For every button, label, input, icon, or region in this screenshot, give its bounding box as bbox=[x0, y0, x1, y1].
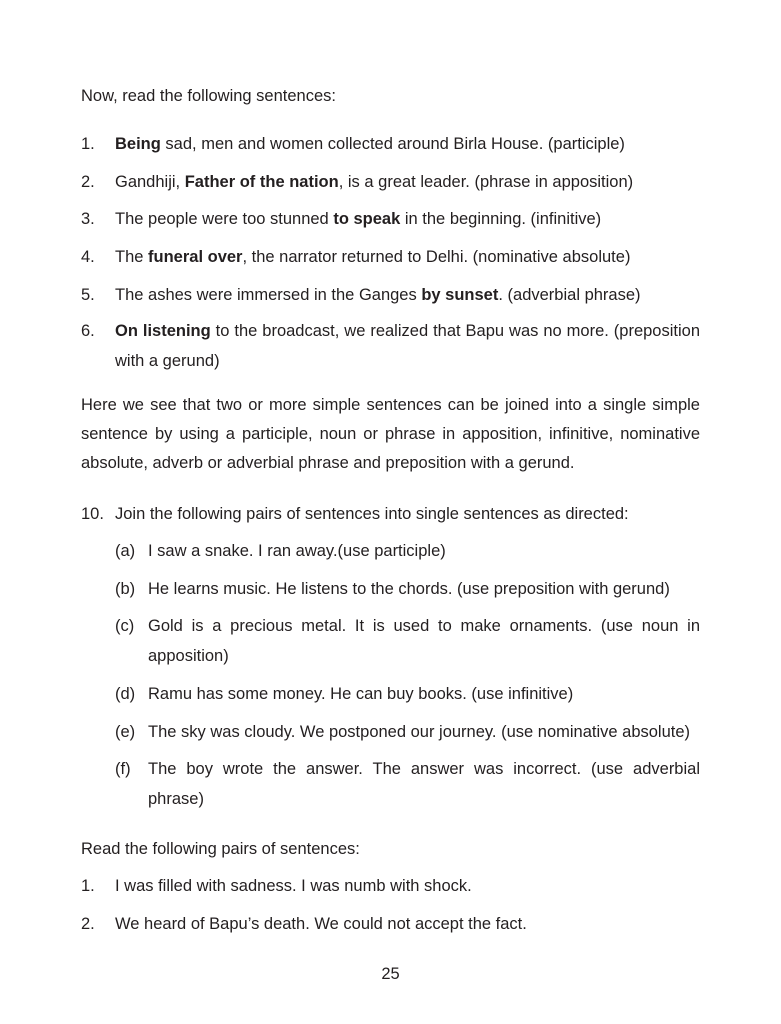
exercise-item-label: (b) bbox=[115, 580, 136, 598]
example-highlight: Father of the nation bbox=[184, 173, 339, 191]
example-sentence bbox=[115, 167, 700, 197]
exercise-item-text: The sky was cloudy. We postponed our journey. (use nominative absolute) bbox=[148, 723, 691, 741]
example-item bbox=[81, 204, 700, 234]
exercise-instruction: Join the following pairs of sentences into single sentences as directed: bbox=[115, 505, 629, 523]
example-number: 2. bbox=[81, 173, 95, 191]
exercise-item-text: He learns music. He listens to the chords. (use preposition with gerund) bbox=[148, 580, 670, 598]
pair-item bbox=[81, 871, 700, 901]
example-item bbox=[81, 317, 700, 376]
example-sentence bbox=[115, 242, 700, 272]
exercise-item bbox=[115, 717, 700, 747]
exercise-item-text: Gold is a precious metal. It is used to make ornaments. (use noun in apposition) bbox=[148, 617, 700, 665]
example-text-after: , is a great leader. (phrase in apposition) bbox=[338, 173, 634, 191]
exercise-heading bbox=[81, 499, 700, 529]
example-number: 5. bbox=[81, 286, 95, 304]
exercise-item bbox=[115, 574, 700, 604]
example-item bbox=[81, 167, 700, 197]
example-item bbox=[81, 242, 700, 272]
example-highlight: by sunset bbox=[421, 286, 499, 304]
example-sentence bbox=[115, 204, 700, 234]
exercise-item bbox=[115, 536, 700, 566]
example-item bbox=[81, 129, 700, 159]
exercise-item-label: (c) bbox=[115, 617, 135, 635]
example-number: 4. bbox=[81, 248, 95, 266]
example-text-before: The bbox=[115, 248, 149, 266]
pair-number: 2. bbox=[81, 915, 95, 933]
intro-heading: Now, read the following sentences: bbox=[81, 87, 336, 105]
exercise-item-label: (f) bbox=[115, 760, 131, 778]
example-text-before: The people were too stunned bbox=[115, 210, 334, 228]
example-text-after: sad, men and women collected around Birla House. (participle) bbox=[160, 135, 625, 153]
pair-item bbox=[81, 909, 700, 939]
example-text-after: . (adverbial phrase) bbox=[498, 286, 641, 304]
example-text-after: to the broadcast, we realized that Bapu was no more. (preposition with a gerund) bbox=[115, 322, 701, 370]
example-item bbox=[81, 280, 700, 310]
pair-text: I was filled with sadness. I was numb with shock. bbox=[115, 877, 472, 895]
example-highlight: On listening bbox=[115, 322, 211, 340]
example-text-after: in the beginning. (infinitive) bbox=[400, 210, 602, 228]
exercise-item-label: (e) bbox=[115, 723, 136, 741]
example-text-after: , the narrator returned to Delhi. (nominative absolute) bbox=[242, 248, 631, 266]
exercise-item bbox=[115, 612, 700, 671]
exercise-item-label: (a) bbox=[115, 542, 136, 560]
example-number: 6. bbox=[81, 322, 95, 340]
example-highlight: funeral over bbox=[148, 248, 243, 266]
exercise-number: 10. bbox=[81, 505, 104, 523]
example-sentence bbox=[115, 317, 700, 376]
example-sentence bbox=[115, 280, 700, 310]
example-highlight: to speak bbox=[333, 210, 401, 228]
explanation-paragraph: Here we see that two or more simple sentences can be joined into a single simple sentence by using a participle, noun or phrase in apposition, infinitive, nominative absolute, adverb or adverbial phrase and preposition with a gerund. bbox=[81, 396, 700, 472]
example-text-before: The ashes were immersed in the Ganges bbox=[115, 286, 422, 304]
exercise-item-label: (d) bbox=[115, 685, 136, 703]
exercise-item bbox=[115, 679, 700, 709]
exercise-item bbox=[115, 755, 700, 814]
exercise-item-text: Ramu has some money. He can buy books. (use infinitive) bbox=[148, 685, 574, 703]
exercise-item-text: The boy wrote the answer. The answer was incorrect. (use adverbial phrase) bbox=[148, 760, 700, 808]
example-number: 3. bbox=[81, 210, 95, 228]
pairs-heading: Read the following pairs of sentences: bbox=[81, 840, 360, 858]
example-sentence bbox=[115, 129, 700, 159]
pair-number: 1. bbox=[81, 877, 95, 895]
exercise-item-text: I saw a snake. I ran away.(use participle) bbox=[148, 542, 446, 560]
example-number: 1. bbox=[81, 135, 95, 153]
example-text-before: Gandhiji, bbox=[115, 173, 185, 191]
pair-text: We heard of Bapu’s death. We could not accept the fact. bbox=[115, 915, 527, 933]
example-highlight: Being bbox=[115, 135, 161, 153]
page-number: 25 bbox=[381, 965, 400, 983]
